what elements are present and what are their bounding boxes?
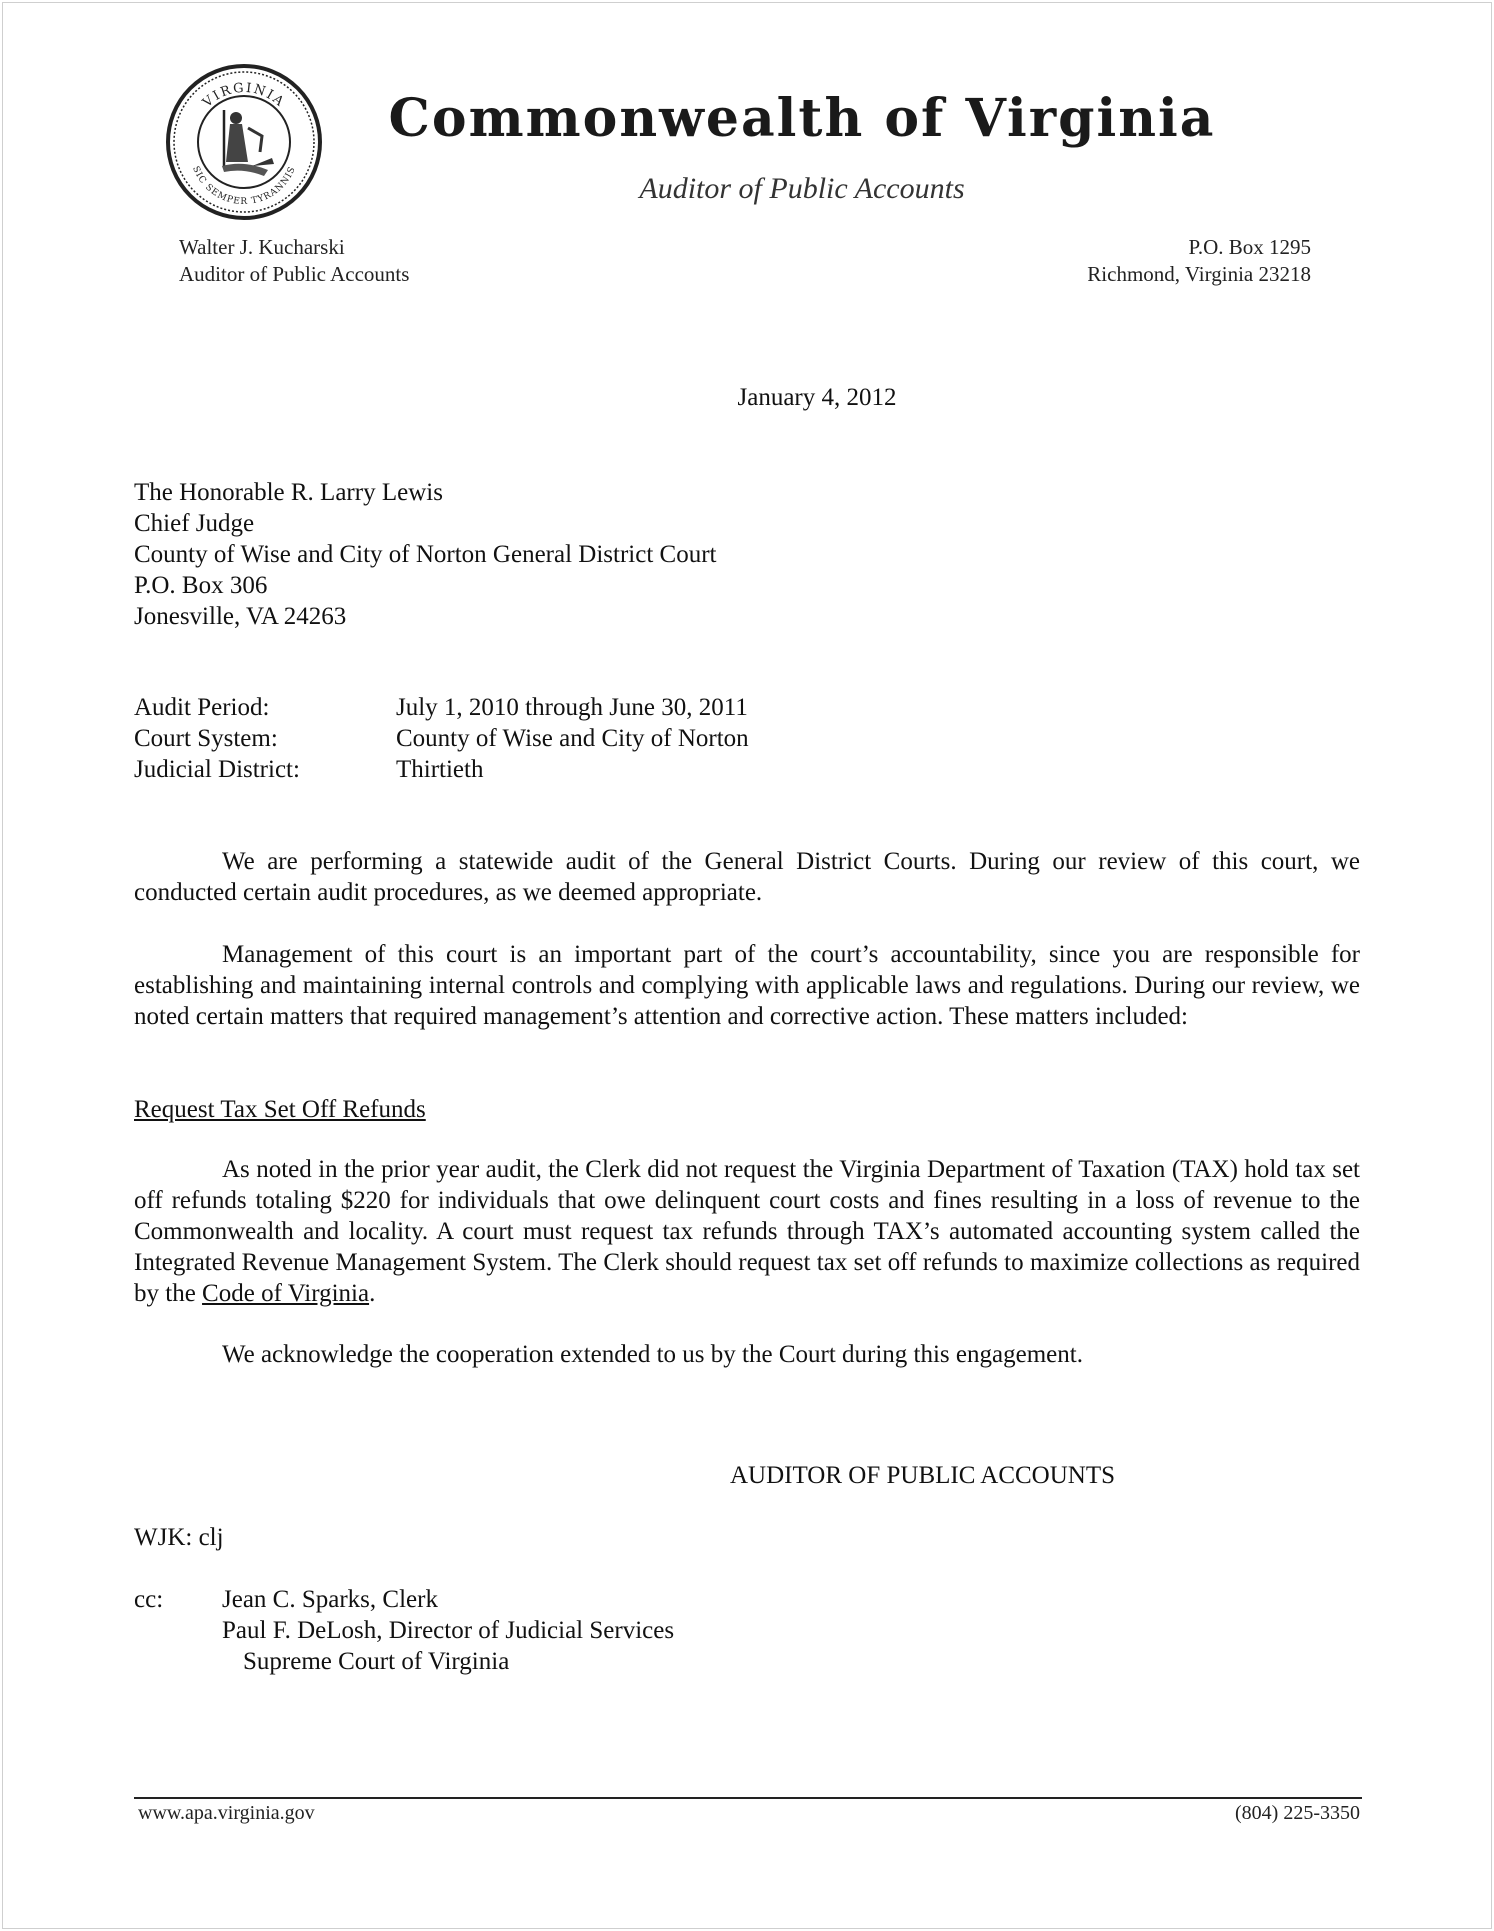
city-state-zip: Richmond, Virginia 23218	[1087, 262, 1311, 286]
audit-meta	[134, 692, 749, 785]
meta-label: Audit Period:	[134, 694, 270, 721]
footer-rule	[134, 1797, 1362, 1799]
code-of-virginia-ref: Code of Virginia	[202, 1280, 370, 1307]
cc-label: cc:	[134, 1586, 164, 1613]
letterhead-title: Commonwealth of Virginia	[388, 88, 1216, 149]
cc-row	[134, 1584, 674, 1615]
meta-row	[134, 754, 749, 785]
cc-line: Jean C. Sparks, Clerk	[222, 1586, 438, 1613]
footer-website: www.apa.virginia.gov	[138, 1802, 315, 1824]
meta-value: Thirtieth	[396, 756, 484, 783]
meta-value: County of Wise and City of Norton	[396, 725, 749, 752]
meta-label: Court System:	[134, 725, 278, 752]
recipient-line: P.O. Box 306	[134, 572, 268, 599]
letterhead-subtitle: Auditor of Public Accounts	[639, 172, 965, 205]
paragraph-3	[134, 1154, 1360, 1309]
cc-line: Paul F. DeLosh, Director of Judicial Services	[222, 1617, 675, 1644]
po-box: P.O. Box 1295	[1188, 235, 1311, 259]
recipient-line: Jonesville, VA 24263	[134, 603, 347, 630]
meta-row	[134, 692, 749, 723]
recipient-address	[134, 477, 716, 632]
meta-label: Judicial District:	[134, 756, 300, 783]
paragraph-3-end: .	[369, 1280, 376, 1307]
paragraph-2: Management of this court is an important part of the court’s accountability, since you are responsible for establishing and maintaining internal controls and complying with applicable laws and regulations. During our review, we noted certain matters that required management’s attention and corrective action. These matters included:	[134, 941, 1360, 1030]
cc-row	[134, 1646, 674, 1677]
auditor-title: Auditor of Public Accounts	[179, 262, 410, 286]
paragraph-4: We acknowledge the cooperation extended to us by the Court during this engagement.	[222, 1341, 1083, 1368]
section-heading: Request Tax Set Off Refunds	[134, 1096, 426, 1123]
auditor-name: Walter J. Kucharski	[179, 235, 345, 259]
recipient-line: The Honorable R. Larry Lewis	[134, 479, 443, 506]
recipient-line: Chief Judge	[134, 510, 255, 537]
seal-bottom-text: SIC SEMPER TYRANNIS	[190, 164, 298, 208]
initials: WJK: clj	[134, 1524, 224, 1551]
cc-block	[134, 1584, 674, 1677]
letter-date: January 4, 2012	[737, 384, 897, 411]
meta-value: July 1, 2010 through June 30, 2011	[396, 694, 748, 721]
seal-top-text: VIRGINIA	[200, 80, 288, 111]
footer-phone: (804) 225-3350	[1235, 1802, 1360, 1824]
paragraph-3-text: As noted in the prior year audit, the Clerk did not request the Virginia Department of Taxation (TAX) hold tax set off refunds totaling $220 for individuals that owe delinquent court costs and fines resulting in a loss of revenue to the Commonwealth and locality. A court must request tax refunds through TAX’s automated accounting system called the Integrated Revenue Management System. The Clerk should request tax set off refunds to maximize collections as required by the	[134, 1156, 1360, 1307]
letterhead-right-block	[1087, 234, 1311, 288]
cc-line: Supreme Court of Virginia	[243, 1648, 510, 1675]
recipient-line: County of Wise and City of Norton General District Court	[134, 541, 717, 568]
letterhead-left-block	[179, 234, 409, 288]
meta-row	[134, 723, 749, 754]
paragraph-1: We are performing a statewide audit of the General District Courts. During our review of this court, we conducted certain audit procedures, as we deemed appropriate.	[134, 848, 1360, 906]
cc-row	[134, 1615, 674, 1646]
signature-block: AUDITOR OF PUBLIC ACCOUNTS	[730, 1462, 1116, 1489]
